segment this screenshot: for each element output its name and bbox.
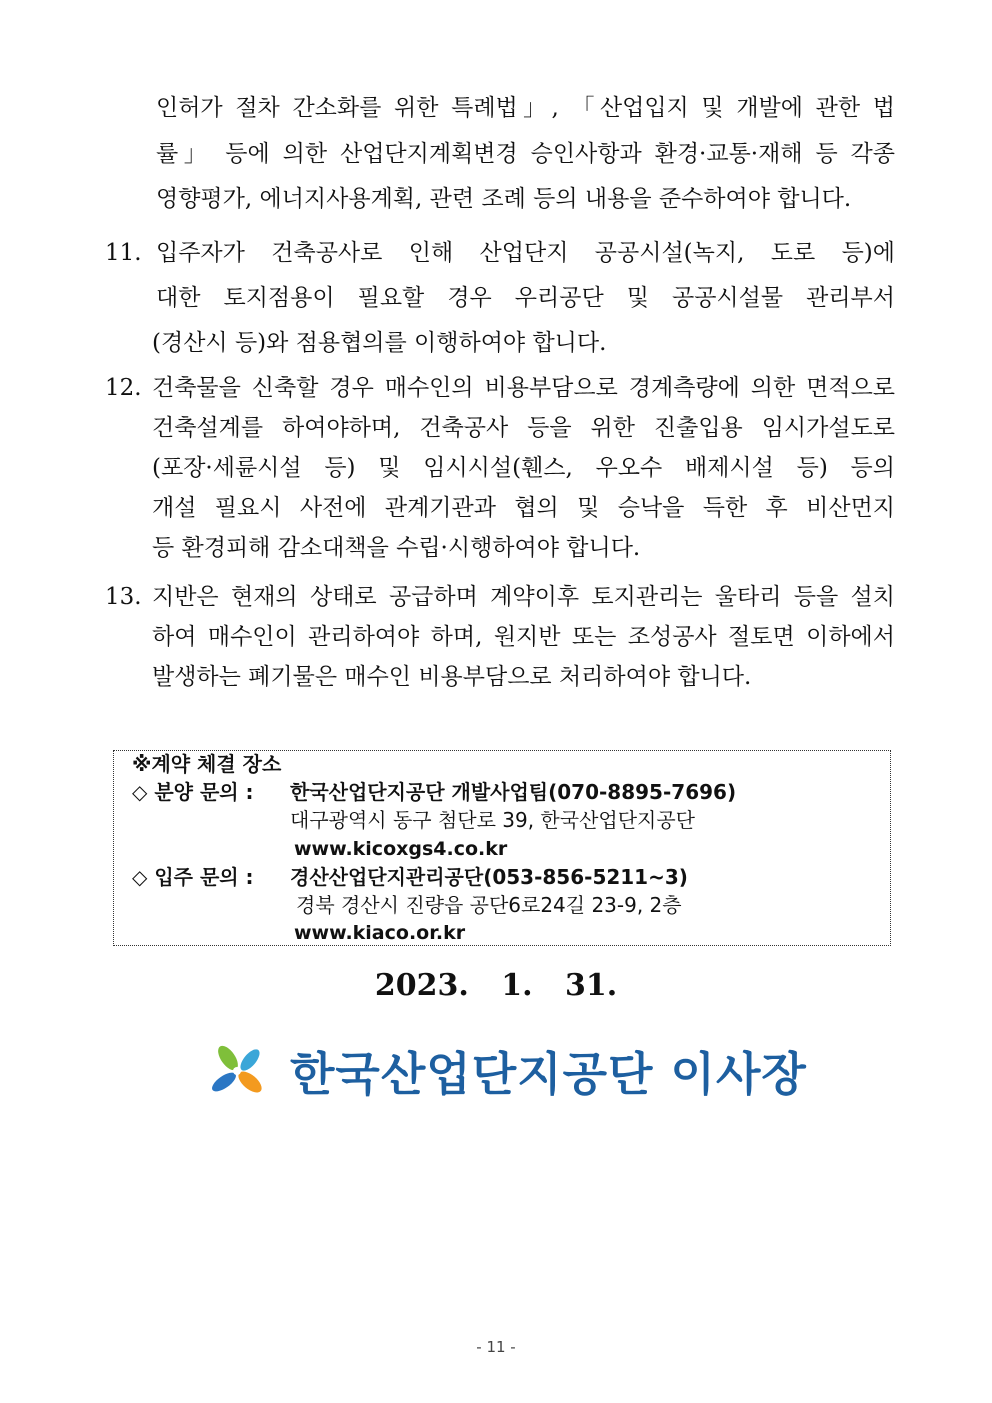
item-line: 건축물을 신축할 경우 매수인의 비용부담으로 경계측량에 의한 면적으로: [152, 375, 895, 401]
item-line: 개설 필요시 사전에 관계기관과 협의 및 승낙을 득한 후 비산먼지: [152, 495, 895, 521]
item-line: 등 환경피해 감소대책을 수립·시행하여야 합니다.: [152, 535, 641, 561]
contract-location-title: ※계약 체결 장소: [132, 752, 282, 776]
item-number: 11.: [105, 240, 142, 266]
item-line: 지반은 현재의 상태로 공급하며 계약이후 토지관리는 울타리 등을 설치: [152, 584, 895, 610]
page-number: - 11 -: [476, 1338, 516, 1356]
item-line: 입주자가 건축공사로 인해 산업단지 공공시설(녹지, 도로 등)에: [156, 240, 895, 266]
item-line: 대한 토지점용이 필요할 경우 우리공단 및 공공시설물 관리부서: [156, 285, 895, 311]
tenant-inquiry-label: ◇ 입주 문의 :: [132, 865, 254, 889]
item-number: 12.: [105, 375, 142, 401]
item-number: 13.: [105, 584, 142, 610]
item-line: 발생하는 폐기물은 매수인 비용부담으로 처리하여야 합니다.: [152, 664, 752, 690]
item-line: (경산시 등)와 점용협의를 이행하여야 합니다.: [152, 330, 607, 356]
body-line: 인허가 절차 간소화를 위한 특례법」, 「산업입지 및 개발에 관한 법: [156, 95, 895, 121]
sales-inquiry-address: 대구광역시 동구 첨단로 39, 한국산업단지공단: [290, 808, 695, 832]
sales-inquiry-org: 한국산업단지공단 개발사업팀(070-8895-7696): [290, 780, 737, 804]
body-line: 률」 등에 의한 산업단지계획변경 승인사항과 환경·교통·재해 등 각종: [156, 141, 895, 167]
document-date: 2023. 1. 31.: [374, 968, 618, 1003]
kicox-logo-icon: [206, 1042, 268, 1100]
tenant-inquiry-address: 경북 경산시 진량읍 공단6로24길 23-9, 2층: [296, 893, 682, 917]
body-line: 영향평가, 에너지사용계획, 관련 조례 등의 내용을 준수하여야 합니다.: [156, 186, 852, 212]
signer-title: 한국산업단지공단 이사장: [290, 1047, 807, 1101]
item-line: (포장·세륜시설 등) 및 임시시설(휀스, 우오수 배제시설 등) 등의: [152, 455, 895, 481]
item-line: 하여 매수인이 관리하여야 하며, 원지반 또는 조성공사 절토면 이하에서: [152, 624, 895, 650]
tenant-inquiry-org: 경산산업단지관리공단(053-856-5211~3): [290, 865, 688, 889]
sales-inquiry-label: ◇ 분양 문의 :: [132, 780, 254, 804]
item-line: 건축설계를 하여야하며, 건축공사 등을 위한 진출입용 임시가설도로: [152, 415, 895, 441]
tenant-inquiry-website[interactable]: www.kiaco.or.kr: [294, 922, 466, 944]
sales-inquiry-website[interactable]: www.kicoxgs4.co.kr: [294, 838, 508, 860]
contract-location-box: [113, 750, 891, 946]
